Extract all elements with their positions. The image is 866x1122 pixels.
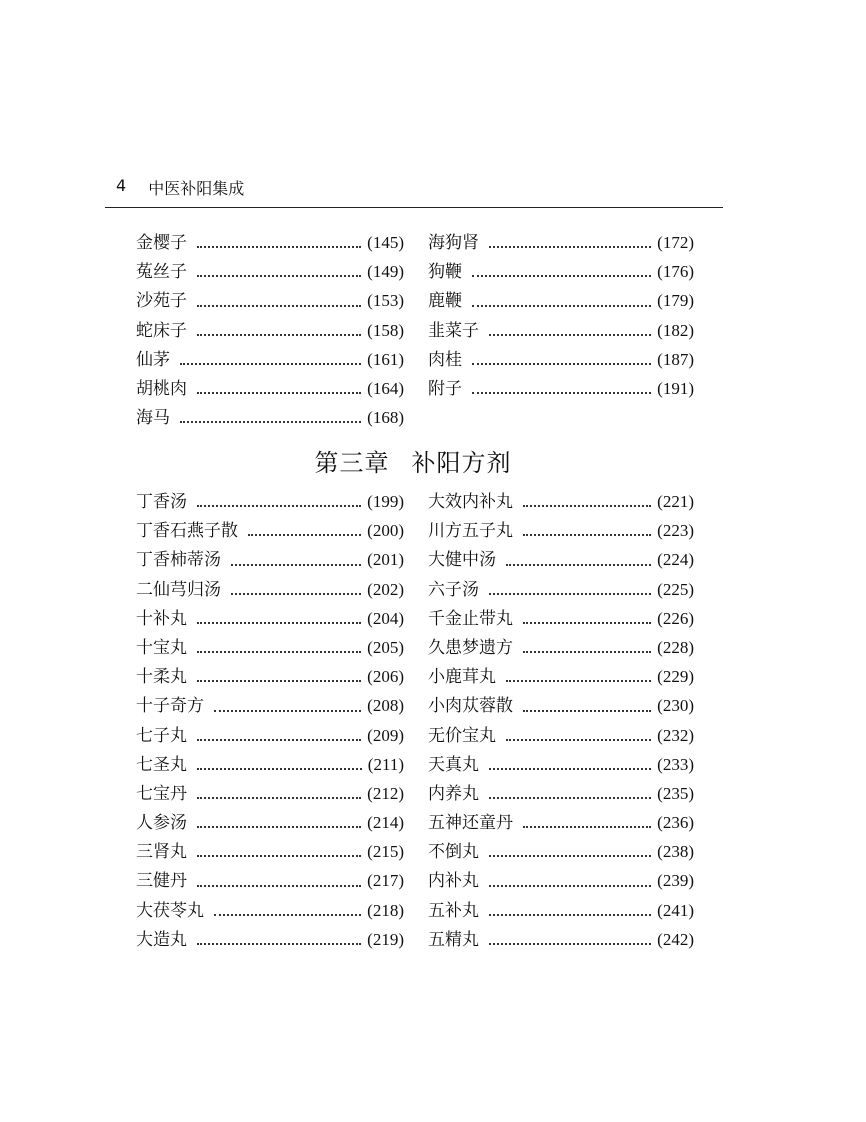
dot-leader (489, 885, 651, 887)
entry-page: (239) (657, 871, 694, 891)
toc-entry (428, 837, 694, 866)
toc-entry (428, 575, 694, 604)
entry-name: 胡桃肉 (136, 378, 187, 399)
entry-page: (179) (657, 291, 694, 311)
entry-name: 丁香柿蒂汤 (136, 550, 221, 571)
toc-entry (428, 779, 694, 808)
entry-page: (228) (657, 637, 694, 657)
entry-name: 丁香石燕子散 (136, 521, 238, 542)
dot-leader (523, 505, 651, 507)
dot-leader (231, 593, 361, 595)
entry-name: 小肉苁蓉散 (428, 696, 513, 717)
toc-entry (136, 403, 404, 432)
toc-entry (428, 808, 694, 837)
dot-leader (523, 826, 651, 828)
entry-name: 六子汤 (428, 579, 479, 600)
entry-page: (158) (367, 320, 404, 340)
dot-leader (197, 246, 361, 248)
book-title: 中医补阳集成 (148, 179, 245, 198)
entry-page: (242) (657, 929, 694, 949)
dot-leader (523, 534, 651, 536)
chapter-number: 第三章 (314, 449, 390, 477)
entry-page: (201) (367, 550, 404, 570)
entry-page: (211) (367, 754, 404, 774)
dot-leader (506, 680, 651, 682)
entry-name: 丁香汤 (136, 492, 187, 512)
entry-page: (172) (657, 233, 694, 252)
toc-entry (136, 750, 404, 779)
dot-leader (489, 768, 651, 770)
dot-leader (523, 651, 651, 653)
toc-entry (136, 345, 404, 374)
entry-name: 沙苑子 (136, 291, 187, 312)
toc-entry (428, 228, 694, 257)
entry-name: 内补丸 (428, 871, 479, 892)
toc-entry (428, 316, 694, 345)
dot-leader (197, 885, 361, 887)
running-header (116, 176, 244, 199)
entry-page: (212) (367, 783, 404, 803)
dot-leader (523, 622, 651, 624)
dot-leader (472, 363, 651, 365)
entry-name: 三肾丸 (136, 842, 187, 863)
dot-leader (489, 593, 651, 595)
entry-page: (238) (657, 842, 694, 862)
toc-entry (428, 286, 694, 315)
entry-page: (164) (367, 378, 404, 398)
toc-entry (428, 721, 694, 750)
entry-page: (225) (657, 579, 694, 599)
entry-name: 海马 (136, 408, 170, 429)
chapter-title: 补阳方剂 (411, 449, 512, 477)
chapter-heading (0, 443, 826, 478)
toc-entry (136, 374, 404, 403)
dot-leader (197, 943, 361, 945)
entry-page: (176) (657, 262, 694, 282)
toc-section-formulas (136, 487, 694, 954)
toc-entry (428, 345, 694, 374)
toc-section-herbs (136, 228, 694, 432)
entry-page: (206) (367, 667, 404, 687)
toc-entry (136, 691, 404, 720)
entry-name: 肉桂 (428, 349, 462, 370)
entry-page: (233) (657, 754, 694, 774)
dot-leader (489, 797, 651, 799)
entry-page: (199) (367, 492, 404, 511)
dot-leader (197, 305, 361, 307)
dot-leader (472, 392, 651, 394)
dot-leader (506, 739, 651, 741)
toc-column-left (136, 228, 404, 432)
toc-entry (428, 866, 694, 895)
toc-entry (428, 633, 694, 662)
entry-name: 久患梦遗方 (428, 637, 513, 658)
entry-page: (232) (657, 725, 694, 745)
dot-leader (197, 505, 361, 507)
dot-leader (472, 305, 651, 307)
entry-page: (226) (657, 608, 694, 628)
entry-name: 五神还童丹 (428, 813, 513, 834)
entry-name: 不倒丸 (428, 842, 479, 863)
entry-name: 二仙芎归汤 (136, 579, 221, 600)
dot-leader (180, 363, 361, 365)
entry-name: 十宝丸 (136, 637, 187, 658)
entry-page: (145) (367, 233, 404, 252)
toc-entry (136, 286, 404, 315)
entry-page: (224) (657, 550, 694, 570)
entry-name: 七子丸 (136, 725, 187, 746)
entry-page: (202) (367, 579, 404, 599)
entry-name: 鹿鞭 (428, 291, 462, 312)
entry-name: 菟丝子 (136, 262, 187, 283)
toc-entry (428, 896, 694, 925)
dot-leader (197, 392, 361, 394)
dot-leader (248, 534, 361, 536)
toc-entry (428, 545, 694, 574)
toc-entry (136, 228, 404, 257)
entry-name: 十补丸 (136, 608, 187, 629)
entry-name: 十柔丸 (136, 667, 187, 688)
entry-page: (149) (367, 262, 404, 282)
entry-page: (236) (657, 813, 694, 833)
toc-entry (428, 662, 694, 691)
entry-name: 天真丸 (428, 754, 479, 775)
entry-name: 蛇床子 (136, 320, 187, 341)
entry-name: 川方五子丸 (428, 521, 513, 542)
entry-page: (214) (367, 813, 404, 833)
header-rule (105, 207, 723, 208)
toc-entry (136, 837, 404, 866)
dot-leader (489, 334, 651, 336)
toc-entry (136, 604, 404, 633)
entry-name: 韭菜子 (428, 320, 479, 341)
entry-page: (230) (657, 696, 694, 716)
entry-name: 五补丸 (428, 900, 479, 921)
dot-leader (197, 334, 361, 336)
entry-page: (205) (367, 637, 404, 657)
toc-column-right (428, 487, 694, 954)
toc-entry (428, 516, 694, 545)
entry-name: 海狗肾 (428, 233, 479, 253)
entry-name: 大茯苓丸 (136, 900, 204, 921)
entry-name: 仙茅 (136, 349, 170, 370)
toc-entry (428, 487, 694, 516)
entry-page: (218) (367, 900, 404, 920)
toc-entry (136, 721, 404, 750)
toc-entry (428, 257, 694, 286)
entry-name: 五精丸 (428, 929, 479, 950)
toc-entry (136, 808, 404, 837)
dot-leader (197, 275, 361, 277)
dot-leader (197, 826, 361, 828)
entry-name: 大效内补丸 (428, 492, 513, 512)
dot-leader (506, 564, 651, 566)
dot-leader (180, 421, 361, 423)
toc-entry (136, 866, 404, 895)
entry-name: 三健丹 (136, 871, 187, 892)
toc-entry (136, 896, 404, 925)
entry-page: (229) (657, 667, 694, 687)
dot-leader (489, 246, 651, 248)
toc-column-right (428, 228, 694, 432)
dot-leader (489, 943, 651, 945)
toc-entry (428, 604, 694, 633)
entry-page: (208) (367, 696, 404, 716)
entry-page: (200) (367, 521, 404, 541)
dot-leader (197, 622, 361, 624)
entry-page: (161) (367, 349, 404, 369)
dot-leader (523, 710, 651, 712)
toc-entry (136, 516, 404, 545)
dot-leader (197, 855, 361, 857)
entry-page: (187) (657, 349, 694, 369)
dot-leader (197, 797, 361, 799)
entry-name: 狗鞭 (428, 262, 462, 283)
toc-entry (136, 316, 404, 345)
entry-page: (223) (657, 521, 694, 541)
entry-name: 千金止带丸 (428, 608, 513, 629)
toc-entry (136, 925, 404, 954)
entry-page: (217) (367, 871, 404, 891)
toc-entry (136, 633, 404, 662)
entry-name: 金樱子 (136, 233, 187, 253)
dot-leader (231, 564, 361, 566)
dot-leader (214, 914, 361, 916)
dot-leader (489, 855, 651, 857)
entry-name: 人参汤 (136, 813, 187, 834)
toc-entry (136, 257, 404, 286)
entry-page: (215) (367, 842, 404, 862)
dot-leader (197, 739, 361, 741)
entry-page: (241) (657, 900, 694, 920)
page-number: 4 (116, 176, 127, 195)
dot-leader (214, 710, 361, 712)
toc-column-left (136, 487, 404, 954)
dot-leader (197, 768, 362, 770)
entry-name: 无价宝丸 (428, 725, 496, 746)
entry-page: (168) (367, 408, 404, 428)
entry-page: (182) (657, 320, 694, 340)
dot-leader (197, 680, 361, 682)
toc-entry (428, 374, 694, 403)
toc-entry (136, 575, 404, 604)
entry-name: 小鹿茸丸 (428, 667, 496, 688)
entry-name: 大造丸 (136, 929, 187, 950)
entry-page: (235) (657, 783, 694, 803)
entry-name: 七宝丹 (136, 783, 187, 804)
toc-entry (428, 925, 694, 954)
entry-name: 附子 (428, 378, 462, 399)
toc-entry (136, 487, 404, 516)
entry-page: (209) (367, 725, 404, 745)
dot-leader (489, 914, 651, 916)
dot-leader (472, 275, 651, 277)
dot-leader (197, 651, 361, 653)
entry-page: (153) (367, 291, 404, 311)
entry-name: 大健中汤 (428, 550, 496, 571)
toc-entry (428, 750, 694, 779)
entry-page: (204) (367, 608, 404, 628)
entry-name: 七圣丸 (136, 754, 187, 775)
entry-name: 内养丸 (428, 783, 479, 804)
entry-name: 十子奇方 (136, 696, 204, 717)
entry-page: (221) (657, 492, 694, 511)
entry-page: (219) (367, 929, 404, 949)
toc-entry (136, 545, 404, 574)
toc-entry (136, 779, 404, 808)
entry-page: (191) (657, 378, 694, 398)
toc-entry (428, 691, 694, 720)
toc-entry (136, 662, 404, 691)
